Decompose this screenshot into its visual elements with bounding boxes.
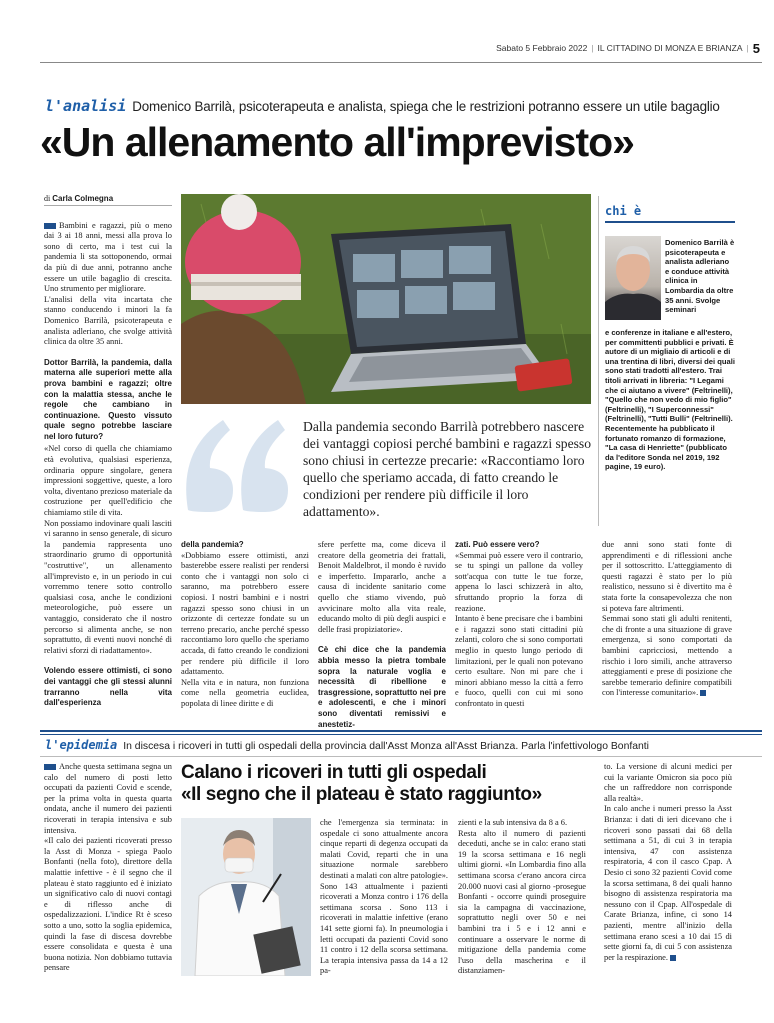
article2-headline-line2: «Il segno che il plateau è stato raggiunto» bbox=[181, 784, 542, 805]
byline-prefix: di bbox=[44, 194, 51, 203]
lead-marker bbox=[44, 223, 56, 229]
article2-column-3 bbox=[458, 818, 586, 977]
sidebar-rule bbox=[605, 221, 735, 223]
article1-column-3 bbox=[318, 540, 446, 730]
article2-kicker: l'epidemia bbox=[45, 738, 118, 752]
answer-2-continued: sfere perfette ma, come diceva il creatore della geometria dei frattali, Benoit Maldelbrot, il mondo è ruvido e imperfetto. Impararlo, anche a causa di incidente sanitario come quello che stiamo vivendo, può avvicinare molto alla vita reale, educando molto di più degli auspici e delle frasi propiziatorie». bbox=[318, 540, 446, 634]
pull-quote: Dalla pandemia secondo Barrilà potrebbero nascere dei vantaggi copiosi perché bambini e ragazzi spesso sono chiusi in certezze precarie: «Raccontiamo loro quello che speriamo accada, di fatto creando le condizioni per rendere più difficile il loro adattamento». bbox=[303, 419, 592, 519]
article1-column-1 bbox=[44, 194, 172, 709]
page-number: 5 bbox=[752, 40, 760, 56]
article2-subtitle-line bbox=[45, 738, 760, 754]
article2-col2: che l'emergenza sia terminata: in ospedale ci sono attualmente ancora cinque reparti di degenza occupati da malati Covid, reparti che in una situazione normale sarebbero destinati a malati con altre patologie». Sono 143 attualmente i pazienti ricoverati a Monza contro i 176 della settimana scorsa . Sono 113 i ricoverati in malattie infettive (erano 141 sette giorni fa). In pneumologia i letti occupati da pazienti Covid sono 11 contro i 12 della scorsa settimana. La terapia intensiva passa da 14 a 12 pa- bbox=[320, 818, 448, 976]
article2-rule bbox=[40, 756, 762, 757]
article2-col3: zienti e la sub intensiva da 8 a 6. Resta alto il numero di pazienti deceduti, anche se in calo: erano stati 19 la scorsa settimana e 16 negli ultimi giorni. «In Lombardia fino alla settimana scorsa c'erano ancora circa 20.000 nuovi casi al giorno -prosegue Bonfanti - occorre quindi proseguire sia la campagna di vaccinazione, soprattutto negli over 50 e nei bambini tra i 5 e i 12 anni e continuare a osservare le norme di mitigazione della pandemia come l'uso della mascherina e il distanziamen- bbox=[458, 818, 586, 976]
section-separator bbox=[40, 730, 762, 732]
portrait-photo bbox=[605, 236, 661, 320]
article1-headline: «Un allenamento all'imprevisto» bbox=[40, 119, 634, 165]
article1-column-5 bbox=[602, 540, 732, 699]
header-separator: | bbox=[746, 43, 749, 53]
sidebar-bio-rest: e conferenze in italiane e all'estero, per committenti pubblici e privati. È autore di un migliaio di articoli e di una trentina di libri, diversi dei quali sono stati tradotti all'estero. Trai titoli arrivati in libreria: "I Legami che ci aiutano a vivere" (Feltrinelli), "Quello che non vedo di mio figlio" (Feltrinelli), "I Superconnessi" (Feltrinelli), "Tutti Bulli" (Feltrinelli). Recentemente ha pubblicato il fortunato romanzo di formazione, "La casa di Henriette" (pubblicato da l'editore Sonda nel 2019, 192 pagine, 19 euro). bbox=[605, 328, 735, 472]
laptop-photo bbox=[181, 194, 591, 404]
article2-headline-line1: Calano i ricoveri in tutti gli ospedali bbox=[181, 762, 487, 783]
article2-col1: Anche questa settimana segna un calo del numero di posti letto occupati da pazienti Covid e scende, per la prima volta in questa quarta ondata, anche il numero dei pazienti ricoverati in terapia intensiva e sub intensiva. «Il calo dei pazienti ricoverati presso la Asst di Monza - spiega Paolo Bonfanti (nella foto), direttore della malattie infettive - è il segno che il plateau è stato raggiunto ed è iniziato un significativo calo di nuovi contagi e di riflesso anche di ospedalizzazioni. L'indice Rt è sceso sotto a uno, sotto la soglia epidemica, quindi la fase di discesa dovrebbe essere consolidata e questa è una buona notizia. Non dobbiamo tuttavia pensare bbox=[44, 762, 172, 973]
article2-subtitle: In discesa i ricoveri in tutti gli ospedali della provincia dall'Asst Monza all'Asst Brianza. Parla l'infettivologo Bonfanti bbox=[123, 741, 649, 752]
question-3-end: zati. Può essere vero? bbox=[455, 540, 540, 549]
end-mark bbox=[670, 955, 676, 961]
article1-lead: Bambini e ragazzi, più o meno dai 3 ai 18 anni, messi alla prova lo sono di certo, ma i test cui la pandemia li sta sottoponendo, ormai da più di due anni, potranno anche essere un utile bagaglio di crescita. Uno strumento per migliorare. L'analisi della vita incartata che stanno conducendo i minori la fa Domenico Barrilà, psicoterapeuta e analista adleriano, che svolge attività clinica da oltre 35 anni. bbox=[44, 220, 172, 347]
article1-column-4 bbox=[455, 540, 583, 710]
article1-lead-block bbox=[44, 210, 172, 348]
article2-headline bbox=[181, 762, 601, 806]
portrait-svg bbox=[605, 236, 661, 320]
answer-3-continued: due anni sono stati fonte di apprendimenti e di riflessioni anche per il sottoscritto. L'atteggiamento di questi ragazzi è stato per lo più realistico, nessuno si è divertito ma è stata forte la consapevolezza che non si poteva fare altrimenti. Semmai sono stati gli adulti renitenti, che di fronte a una situazione di grave emergenza, si sono comportati da bambini capricciosi, mettendo a rischio i loro simili, anche attraverso atteggiamenti e prese di posizione che sarebbe temerario definire compatibili con l'interesse comunitario». bbox=[602, 540, 732, 698]
sidebar-title: chi è bbox=[605, 204, 642, 218]
article1-subtitle-line bbox=[45, 97, 760, 115]
sidebar-box bbox=[598, 196, 738, 526]
header-separator: | bbox=[591, 43, 594, 53]
answer-3-continued-block bbox=[602, 540, 732, 699]
article2-col4: to. La versione di alcuni medici per cui la variante Omicron sia poco più che un raffreddore non corrisponde alla realtà». In calo anche i numeri presso la Asst Brianza: i dati di ieri dicevano che i ricoveri sono passati dai 68 della settimana a 51, di cui 3 in terapia intensiva, 47 con assistenza respiratoria, 4 con il casco Cpap. A Desio ci sono 32 pazienti Covid come la scorsa settimana, 8 dei quali hanno bisogno di assistenza respiratoria ma nessuno con il Cpap. All'ospedale di Carate Brianza, infine, ci sono 14 pazienti, mentre all'inizio della settimana erano scesi a 10 dai 15 di sette giorni fa, di cui 5 con assistenza per la respirazione. bbox=[604, 762, 732, 962]
question-2-end: della pandemia? bbox=[181, 540, 244, 549]
byline-author: Carla Colmegna bbox=[52, 194, 114, 203]
question-3: Cè chi dice che la pandemia abbia messo la pietra tombale sopra la naturale voglia e necessità di ribellione e trasgressione, soprattutto nei pre e adolescenti, e che i minori sono diventati remissivi e anestetiz- bbox=[318, 645, 446, 729]
header-paper: IL CITTADINO DI MONZA E BRIANZA bbox=[597, 43, 743, 53]
header-date: Sabato 5 Febbraio 2022 bbox=[496, 43, 588, 53]
answer-1: «Nel corso di quella che chiamiamo età evolutiva, qualsiasi esperienza, ordinaria oppure singolare, genera impressioni soggettive, queste, a loro volta, diventano prezioso materiale da costruzione per quell'edificio che chiamiamo stile di vita. Non possiamo indovinare quali lasciti vi saranno in senso generale, di sicuro la pandemia rappresenta uno straordinario grumo di opportunità "costruttive", un allenamento all'imprevisto e, in un periodo in cui vorremmo tenere sotto controllo qualsiasi cosa, anche le condizioni meteorologiche, può essere un vantaggio, considerato che il nostro percorso si alimenta anche, se non soprattutto, di eventi nuovi nonché di relativi sforzi di riadattamento». bbox=[44, 444, 172, 655]
laptop-photo-svg bbox=[181, 194, 591, 404]
lead-marker bbox=[44, 764, 56, 770]
answer-3: «Semmai può essere vero il contrario, se tu spingi un pallone da volley sott'acqua con tutte le tue forze, appena lo lasci schizzerà in alto, sfruttando proprio la forza di reazione. Intanto è bene precisare che i bambini e i ragazzi sono stati cittadini più zelanti, coloro che si sono comportati meglio in questo lungo periodo di limitazioni, per le quali non potevano certo esultare. Non mi pare che i minori abbiano messo la città a ferro e fuoco, quelli con cui mi sono confrontato in questi bbox=[455, 550, 583, 708]
question-2: Volendo essere ottimisti, ci sono dei vantaggi che gli stessi alunni trarranno nella vita dall'esperienza bbox=[44, 666, 172, 708]
article1-kicker: l'analisi bbox=[45, 97, 127, 115]
article2-lead-block bbox=[44, 762, 172, 974]
sidebar-bio-intro: Domenico Barrilà è psicoterapeuta e analista adleriano e conduce attività clinica in Lombardia da oltre 35 anni. Svolge seminari bbox=[665, 238, 735, 315]
article2-column-2 bbox=[320, 818, 448, 977]
article1-column-2 bbox=[181, 540, 309, 710]
quote-mark-icon bbox=[178, 410, 298, 520]
section-separator-thin bbox=[40, 734, 762, 735]
article2-column-1 bbox=[44, 762, 172, 974]
quote-mark-svg bbox=[178, 410, 298, 520]
byline bbox=[44, 194, 172, 206]
article2-column-4 bbox=[604, 762, 732, 963]
end-mark bbox=[700, 690, 706, 696]
question-1: Dottor Barrilà, la pandemia, dalla materna alle superiori mette alla prova bambini e ragazzi; oltre con la malattia stessa, anche le regole che cambiano in continuazione. Questo vissuto quale segno potrebbe lasciare nel loro futuro? bbox=[44, 357, 172, 441]
answer-2: «Dobbiamo essere ottimisti, anzi basterebbe essere realisti per rendersi conto che i vantaggi non solo ci saranno, ma potrebbero essere copiosi. I nostri bambini e i nostri ragazzi spesso sono chiusi in un orizzonte di certezze fondate su un terreno precario, anche perché spesso raccontiamo loro quello che speriamo accada, di fatto creando le condizioni per rendere più difficile il loro adattamento. Nella vita e in natura, non funziona come nella geometria euclidea, popolata di linee diritte e di bbox=[181, 550, 309, 708]
article2-col4-block bbox=[604, 762, 732, 963]
bonfanti-photo bbox=[181, 818, 311, 976]
page-header bbox=[470, 40, 760, 56]
header-rule bbox=[40, 62, 762, 63]
bonfanti-photo-svg bbox=[181, 818, 311, 976]
article1-subtitle: Domenico Barrilà, psicoterapeuta e analista, spiega che le restrizioni potranno essere un utile bagaglio bbox=[132, 99, 720, 114]
